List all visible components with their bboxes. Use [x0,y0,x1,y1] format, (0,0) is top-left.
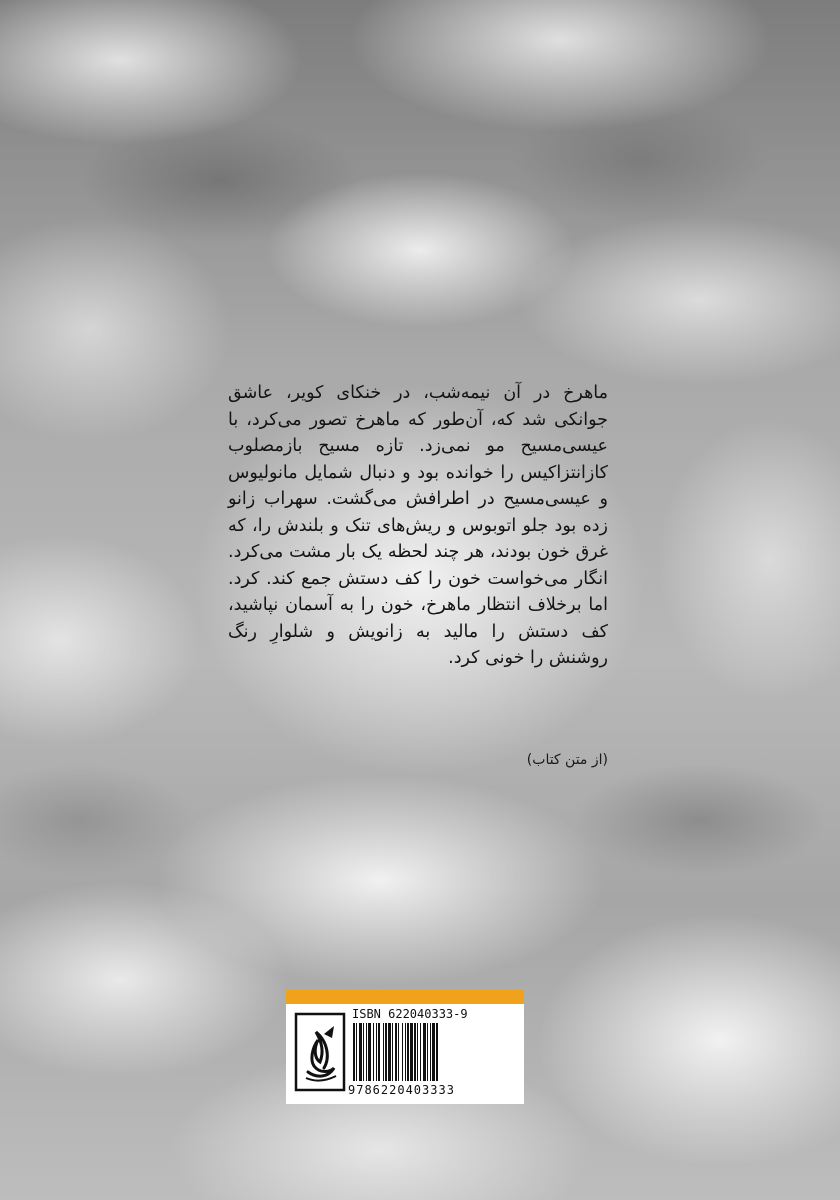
barcode-bar [359,1023,362,1081]
blurb-text: ماهرخ در آن نیمه‌شب، در خنکای کویر، عاشق جوانکی شد که، آن‌طور که ماهرخ تصور می‌کرد، با عیسی‌مسیح مو نمی‌زد. تازه مسیح بازمصلوب کازانتزاکیس را خوانده بود و دنبال شمایل مانولیوس و عیسی‌مسیح در اطرافش می‌گشت. سهراب زانو زده بود جلو اتوبوس و ریش‌های تنک و بلندش را، که غرق خون بودند، هر چند لحظه یک بار مشت می‌کرد. انگار می‌خواست خون را کف دستش جمع کند. کرد. اما برخلاف انتظار ماهرخ، خون را به آسمان نپاشید، کف دستش را مالید به زانویش و شلوارِ رنگ روشنش را خونی کرد. [228,383,608,668]
barcode-bar [398,1023,399,1081]
barcode-bar [388,1023,391,1081]
barcode-bar [423,1023,426,1081]
barcode-bar [368,1023,371,1081]
barcode-bar [395,1023,397,1081]
barcode-accent-strip [286,990,524,1004]
source-note: (از متن کتاب) [526,752,608,768]
barcode-bar [392,1023,393,1081]
barcode-bar [410,1023,413,1081]
barcode-bar [427,1023,428,1081]
barcode-bar [420,1023,421,1081]
barcode-bar [430,1023,431,1081]
barcode-bar [378,1023,380,1081]
barcode-bar [405,1023,406,1081]
barcode-bar [366,1023,367,1081]
barcode-bar [376,1023,377,1081]
barcode-bar [356,1023,357,1081]
barcode-bar [414,1023,416,1081]
ean-digits: 9786220403333 [348,1083,455,1097]
barcode-bars [352,1023,518,1081]
isbn-label: ISBN 622040333-9 [352,1007,468,1021]
barcode-bar [436,1023,438,1081]
barcode-bar [373,1023,374,1081]
barcode-bar [432,1023,435,1081]
barcode-bar [353,1023,355,1081]
barcode-bar [383,1023,384,1081]
barcode-panel [286,990,524,1104]
barcode-bar [385,1023,387,1081]
barcode-bar [407,1023,409,1081]
publisher-bird-logo-icon [294,1012,346,1092]
barcode-bar [363,1023,364,1081]
barcode-bar [417,1023,418,1081]
barcode-bar [402,1023,403,1081]
